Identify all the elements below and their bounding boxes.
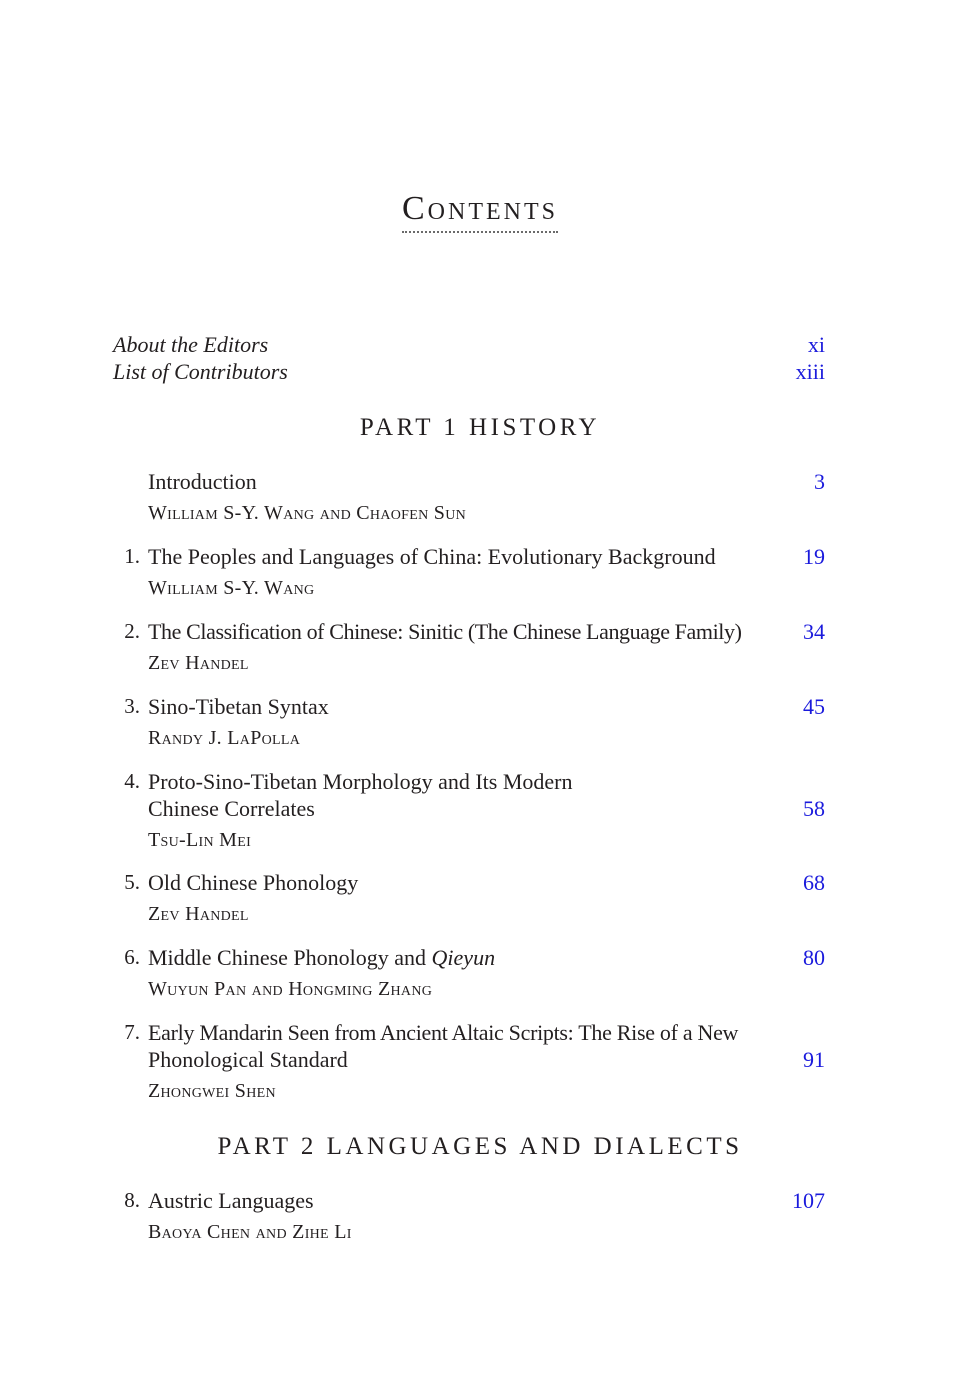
chapter-title: Austric Languages xyxy=(148,1188,314,1213)
page-link[interactable]: xi xyxy=(807,332,825,357)
chapter-title: The Classification of Chinese: Sinitic (The Chinese Language Family) xyxy=(148,619,742,644)
chapter-title: The Peoples and Languages of China: Evolutionary Background xyxy=(148,544,716,569)
chapter-number: 4. xyxy=(124,769,140,793)
part-heading: PART 1 HISTORY xyxy=(359,414,601,441)
chapter-author: Zhongwei Shen xyxy=(148,1080,276,1102)
toc-entry[interactable] xyxy=(113,543,825,600)
chapter-author: Zev Handel xyxy=(148,652,249,674)
chapter-number: 7. xyxy=(124,1020,140,1044)
chapter-title: Sino-Tibetan Syntax xyxy=(148,694,329,719)
chapter-title-line1: Proto-Sino-Tibetan Morphology and Its Modern xyxy=(148,769,573,794)
front-matter-label: List of Contributors xyxy=(113,359,288,384)
chapter-title: Introduction xyxy=(148,469,257,494)
page-link[interactable]: 58 xyxy=(803,796,825,821)
chapter-title-italic: Qieyun xyxy=(431,945,496,970)
chapter-author: Baoya Chen and Zihe Li xyxy=(148,1221,352,1243)
page-link[interactable]: 45 xyxy=(803,694,825,719)
chapter-number: 6. xyxy=(124,945,140,969)
page-link[interactable]: 80 xyxy=(803,945,825,970)
page-link[interactable]: 34 xyxy=(803,619,825,644)
part-heading: PART 2 LANGUAGES AND DIALECTS xyxy=(217,1133,743,1160)
toc-entry[interactable] xyxy=(113,1187,825,1244)
toc-entry[interactable] xyxy=(113,1019,825,1103)
page-title xyxy=(0,190,960,233)
toc-entry[interactable] xyxy=(113,693,825,750)
chapter-title: Chinese Correlates xyxy=(148,796,315,821)
chapter-author: Wuyun Pan and Hongming Zhang xyxy=(148,978,433,1000)
chapter-author: Zev Handel xyxy=(148,903,249,925)
toc-entry[interactable] xyxy=(113,468,825,525)
page-link[interactable]: 68 xyxy=(803,870,825,895)
chapter-number: 2. xyxy=(124,619,140,643)
chapter-author: William S-Y. Wang and Chaofen Sun xyxy=(148,502,467,524)
page-link[interactable]: 3 xyxy=(814,469,825,494)
chapter-author: Tsu-Lin Mei xyxy=(148,829,252,851)
page-link[interactable]: xiii xyxy=(795,359,825,384)
chapter-number: 1. xyxy=(124,544,140,568)
front-matter-contributors[interactable] xyxy=(113,358,825,385)
chapter-number: 3. xyxy=(124,694,140,718)
toc-entry[interactable] xyxy=(113,618,825,675)
page-link[interactable]: 91 xyxy=(803,1047,825,1072)
chapter-title-text: Middle Chinese Phonology and xyxy=(148,945,432,970)
chapter-number: 5. xyxy=(124,870,140,894)
toc-entry[interactable] xyxy=(113,869,825,926)
toc-entry[interactable] xyxy=(113,944,825,1001)
page-link[interactable]: 107 xyxy=(792,1188,825,1213)
chapter-title-line1: Early Mandarin Seen from Ancient Altaic Scripts: The Rise of a New xyxy=(148,1020,739,1045)
contents-heading: Contents xyxy=(402,190,558,233)
chapter-author: Randy J. LaPolla xyxy=(148,727,301,749)
front-matter-about-editors[interactable] xyxy=(113,331,825,358)
front-matter-label: About the Editors xyxy=(113,332,269,357)
chapter-author: William S-Y. Wang xyxy=(148,577,315,599)
chapter-title: Phonological Standard xyxy=(148,1047,348,1072)
page-link[interactable]: 19 xyxy=(803,544,825,569)
toc-entry[interactable] xyxy=(113,768,825,852)
chapter-number: 8. xyxy=(124,1188,140,1212)
chapter-title xyxy=(148,944,495,971)
chapter-title: Old Chinese Phonology xyxy=(148,870,359,895)
